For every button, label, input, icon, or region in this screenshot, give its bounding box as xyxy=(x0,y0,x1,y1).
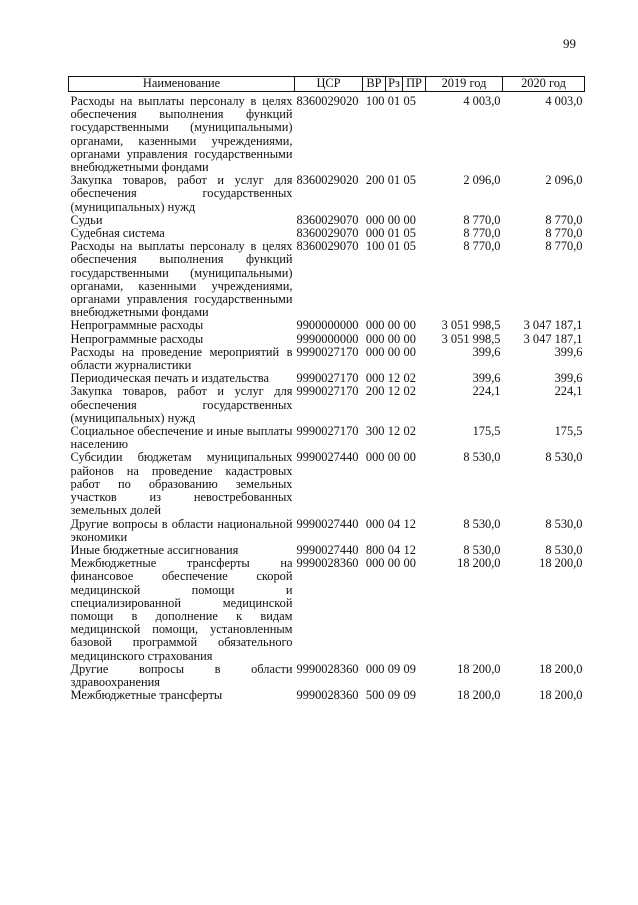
cell-rz: 12 xyxy=(387,384,401,399)
cell-rz: 09 xyxy=(387,688,401,703)
cell-pr: 05 xyxy=(403,239,416,254)
cell-2020: 224,1 xyxy=(554,384,583,399)
cell-2020: 18 200,0 xyxy=(539,556,583,571)
cell-vr: 000 xyxy=(365,318,385,333)
table-row xyxy=(69,689,585,702)
table-row xyxy=(69,518,585,544)
cell-2019: 4 003,0 xyxy=(463,94,501,108)
cell-2019: 224,1 xyxy=(472,384,501,399)
cell-rz: 00 xyxy=(387,344,401,359)
cell-csr: 9900000000 xyxy=(296,318,359,333)
cell-rz: 00 xyxy=(387,331,401,346)
cell-csr: 9990028360 xyxy=(296,688,359,703)
cell-csr: 9990028360 xyxy=(296,556,359,571)
cell-2019: 8 770,0 xyxy=(463,226,501,241)
cell-rz: 00 xyxy=(387,212,401,227)
cell-pr: 00 xyxy=(403,331,416,346)
cell-name: Расходы на проведение мероприятий в области журналистики xyxy=(70,344,293,373)
header-row xyxy=(69,77,585,92)
cell-name: Расходы на выплаты персоналу в целях обеспечения выполнения функций государственными (муниципальными) органами, казенными учреждениями, органами управления государственными внебюджетными фондами xyxy=(70,239,293,320)
cell-pr: 00 xyxy=(403,450,416,465)
header-csr: ЦСР xyxy=(295,77,363,92)
table-row xyxy=(69,663,585,689)
cell-2019: 3 051 998,5 xyxy=(441,331,501,346)
cell-name: Межбюджетные трансферты на финансовое обеспечение скорой медицинской помощи и специализированной медицинской помощи в дополнение к видам медицинской помощи, установленным базовой программой обязательного медицинского страхования xyxy=(70,556,293,663)
cell-rz: 00 xyxy=(387,556,401,571)
cell-name: Непрограммные расходы xyxy=(70,318,204,333)
cell-pr: 00 xyxy=(403,318,416,333)
cell-name: Периодическая печать и издательства xyxy=(70,371,269,386)
cell-2020: 399,6 xyxy=(554,344,583,359)
cell-rz: 12 xyxy=(387,424,401,439)
cell-vr: 800 xyxy=(365,542,385,557)
cell-2020: 18 200,0 xyxy=(539,688,583,703)
cell-csr: 8360029020 xyxy=(296,173,359,188)
cell-2019: 2 096,0 xyxy=(463,173,501,188)
cell-csr: 9990027170 xyxy=(296,344,359,359)
table-row xyxy=(69,557,585,663)
cell-pr: 00 xyxy=(403,344,416,359)
table-row xyxy=(69,385,585,425)
cell-rz: 01 xyxy=(387,239,401,254)
cell-name: Непрограммные расходы xyxy=(70,331,204,346)
cell-pr: 12 xyxy=(403,542,416,557)
cell-name: Субсидии бюджетам муниципальных районов на проведение кадастровых работ по образованию земельных участков из невостребованных земельных долей xyxy=(70,450,293,518)
cell-2019: 8 770,0 xyxy=(463,212,501,227)
cell-2019: 8 530,0 xyxy=(463,516,501,531)
cell-csr: 9990000000 xyxy=(296,331,359,346)
cell-pr: 00 xyxy=(403,556,416,571)
cell-csr: 9990027440 xyxy=(296,516,359,531)
cell-pr: 05 xyxy=(403,94,416,108)
cell-rz: 00 xyxy=(387,318,401,333)
table-body xyxy=(69,92,585,703)
cell-vr: 000 xyxy=(365,331,385,346)
cell-pr: 09 xyxy=(403,688,416,703)
cell-2020: 3 047 187,1 xyxy=(523,331,583,346)
cell-2019: 8 530,0 xyxy=(463,542,501,557)
cell-name: Социальное обеспечение и иные выплаты населению xyxy=(70,424,293,452)
cell-vr: 100 xyxy=(365,94,385,108)
cell-pr: 02 xyxy=(403,384,416,399)
cell-vr: 000 xyxy=(365,556,385,571)
cell-csr: 9990027170 xyxy=(296,424,359,439)
cell-2020: 3 047 187,1 xyxy=(523,318,583,333)
cell-2019: 18 200,0 xyxy=(457,688,501,703)
cell-pr: 12 xyxy=(403,516,416,531)
cell-rz: 09 xyxy=(387,661,401,676)
table-row xyxy=(69,346,585,372)
cell-vr: 000 xyxy=(365,212,385,227)
cell-2019: 3 051 998,5 xyxy=(441,318,501,333)
cell-csr: 8360029070 xyxy=(296,226,359,241)
cell-csr: 8360029070 xyxy=(296,239,359,254)
cell-2020: 4 003,0 xyxy=(545,94,583,108)
cell-2020: 18 200,0 xyxy=(539,661,583,676)
cell-rz: 04 xyxy=(387,542,401,557)
cell-vr: 500 xyxy=(365,688,385,703)
cell-vr: 000 xyxy=(365,344,385,359)
cell-2020: 399,6 xyxy=(554,371,583,386)
cell-vr: 000 xyxy=(365,371,385,386)
header-rz: Рз xyxy=(386,77,403,92)
cell-2019: 175,5 xyxy=(472,424,501,439)
cell-vr: 000 xyxy=(365,516,385,531)
cell-pr: 02 xyxy=(403,371,416,386)
cell-csr: 9990027170 xyxy=(296,371,359,386)
budget-table-container xyxy=(68,76,584,702)
cell-csr: 9990027440 xyxy=(296,542,359,557)
cell-csr: 8360029020 xyxy=(296,94,359,108)
cell-2020: 8 530,0 xyxy=(545,516,583,531)
cell-pr: 00 xyxy=(403,212,416,227)
cell-rz: 01 xyxy=(387,173,401,188)
cell-2019: 8 530,0 xyxy=(463,450,501,465)
cell-2019: 399,6 xyxy=(472,371,501,386)
header-2019: 2019 год xyxy=(426,77,503,92)
cell-csr: 9990028360 xyxy=(296,661,359,676)
cell-rz: 12 xyxy=(387,371,401,386)
table-row xyxy=(69,319,585,332)
table-header xyxy=(69,77,585,92)
cell-vr: 200 xyxy=(365,173,385,188)
cell-vr: 200 xyxy=(365,384,385,399)
header-pr: ПР xyxy=(403,77,426,92)
cell-name: Закупка товаров, работ и услуг для обеспечения государственных (муниципальных) нужд xyxy=(70,384,293,425)
cell-csr: 9990027170 xyxy=(296,384,359,399)
table-row xyxy=(69,240,585,319)
cell-vr: 300 xyxy=(365,424,385,439)
cell-2020: 8 530,0 xyxy=(545,450,583,465)
cell-2019: 8 770,0 xyxy=(463,239,501,254)
cell-2020: 8 770,0 xyxy=(545,226,583,241)
cell-rz: 04 xyxy=(387,516,401,531)
cell-2020: 8 530,0 xyxy=(545,542,583,557)
table-row xyxy=(69,92,585,175)
table-row xyxy=(69,451,585,517)
cell-2020: 175,5 xyxy=(554,424,583,439)
header-2020: 2020 год xyxy=(503,77,585,92)
cell-name: Судебная система xyxy=(70,226,165,241)
cell-2019: 18 200,0 xyxy=(457,556,501,571)
cell-csr: 9990027440 xyxy=(296,450,359,465)
cell-pr: 05 xyxy=(403,173,416,188)
cell-pr: 02 xyxy=(403,424,416,439)
cell-pr: 09 xyxy=(403,661,416,676)
cell-pr: 05 xyxy=(403,226,416,241)
budget-table xyxy=(68,76,585,702)
cell-2020: 8 770,0 xyxy=(545,239,583,254)
cell-rz: 00 xyxy=(387,450,401,465)
cell-vr: 000 xyxy=(365,661,385,676)
table-row xyxy=(69,425,585,451)
header-vr: ВР xyxy=(363,77,386,92)
cell-2020: 8 770,0 xyxy=(545,212,583,227)
table-row xyxy=(69,333,585,346)
cell-name: Закупка товаров, работ и услуг для обеспечения государственных (муниципальных) нужд xyxy=(70,173,293,214)
page-number: 99 xyxy=(563,36,576,51)
cell-csr: 8360029070 xyxy=(296,212,359,227)
cell-2019: 399,6 xyxy=(472,344,501,359)
cell-name: Расходы на выплаты персоналу в целях обеспечения выполнения функций государственными (муниципальными) органами, казенными учреждениями, органами управления государственными внебюджетными фондами xyxy=(70,94,293,175)
cell-vr: 100 xyxy=(365,239,385,254)
table-row xyxy=(69,174,585,214)
cell-name: Межбюджетные трансферты xyxy=(70,688,223,703)
cell-name: Иные бюджетные ассигнования xyxy=(70,542,239,557)
cell-name: Другие вопросы в области здравоохранения xyxy=(70,661,293,689)
cell-vr: 000 xyxy=(365,226,385,241)
cell-2019: 18 200,0 xyxy=(457,661,501,676)
cell-name: Другие вопросы в области национальной экономики xyxy=(70,516,293,544)
header-name: Наименование xyxy=(69,77,295,92)
cell-rz: 01 xyxy=(387,226,401,241)
cell-vr: 000 xyxy=(365,450,385,465)
cell-rz: 01 xyxy=(387,94,401,108)
cell-name: Судьи xyxy=(70,212,103,227)
cell-2020: 2 096,0 xyxy=(545,173,583,188)
